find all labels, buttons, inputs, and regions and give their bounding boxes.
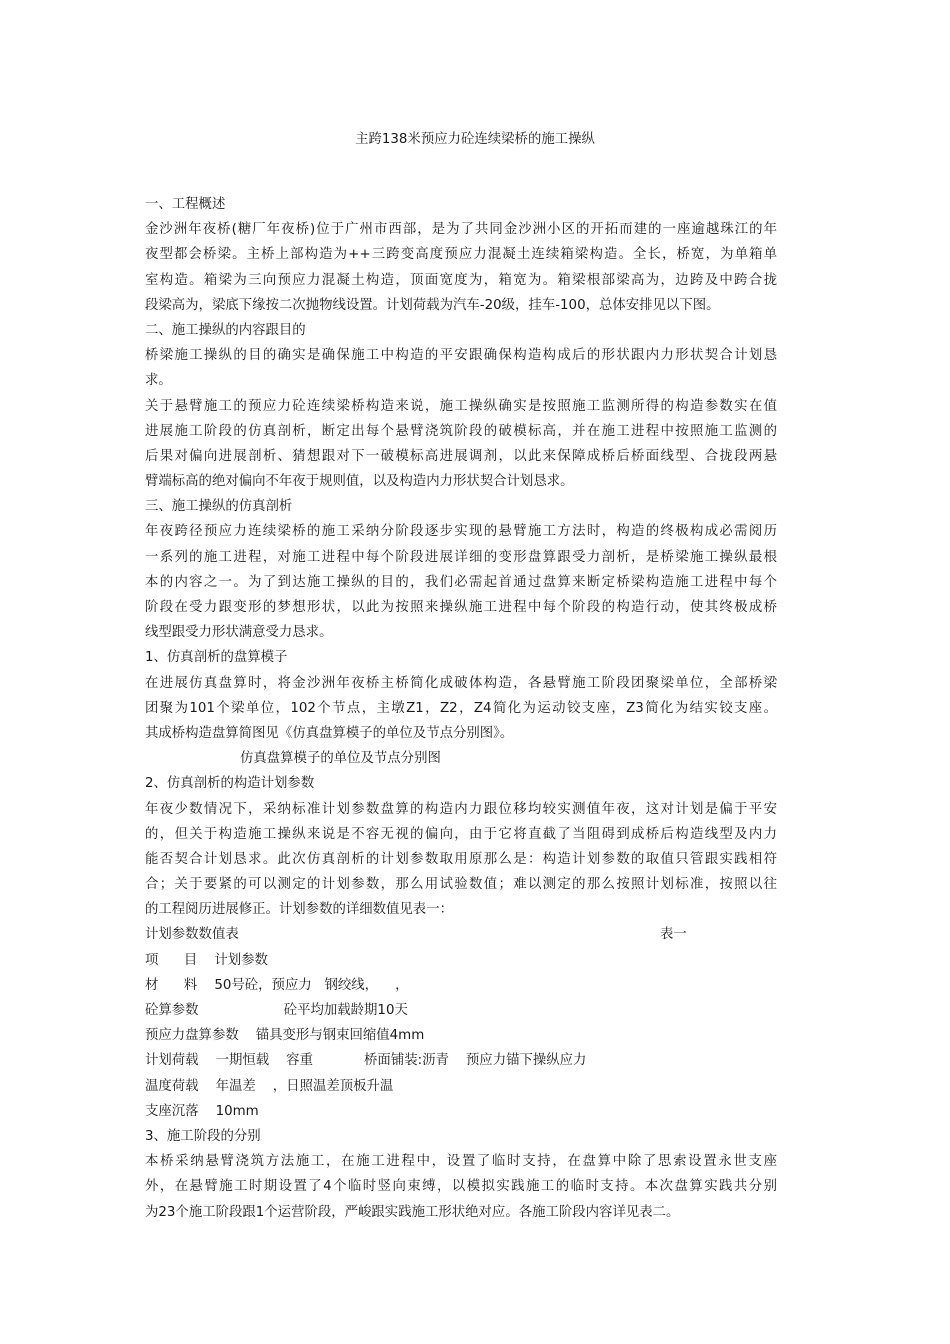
table-row-text: 预应力盘算参数 锚具变形与钢束回缩值4mm — [145, 1028, 425, 1044]
table-row-text: 砼算参数 砼平均加载龄期10天 — [145, 1003, 408, 1018]
section-heading-purpose: 二、施工操纵的内容跟目的 — [145, 322, 306, 338]
table-row — [145, 973, 777, 998]
parameter-table — [145, 948, 777, 1124]
subsection-heading-model: 1、仿真剖析的盘算模子 — [145, 650, 288, 666]
paragraph-line: 外，在悬臂施工时期设置了4个临时竖向束缚，以模拟实践施工的临时支持。本次盘算实践共分别 — [145, 1179, 777, 1195]
table-row — [145, 1099, 777, 1124]
paragraph-line: 后果对偏向进展剖析、猜想跟对下一破模标高进展调剂，以此来保障成桥后桥面线型、合拢段两悬 — [145, 448, 777, 464]
paragraph-line: 能否契合计划恳求。此次仿真剖析的计划参数取用原那么是：构造计划参数的取值只管跟实践相符 — [145, 851, 777, 867]
table-number: 表一 — [660, 927, 687, 943]
paragraph-line: 进展施工阶段的仿真剖析，断定出每个悬臂浇筑阶段的破模标高，并在施工进程中按照施工监测的 — [145, 423, 777, 439]
table-row-text: 项 目 计划参数 — [145, 952, 268, 968]
paragraph-line: 关于悬臂施工的预应力砼连续梁桥构造来说，施工操纵确实是按照施工监测所得的构造参数实在值 — [145, 398, 777, 414]
table-row — [145, 1048, 777, 1073]
paragraph-line: 其成桥构造盘算简图见《仿真盘算模子的单位及节点分别图》。 — [145, 725, 514, 741]
paragraph-line: 臂端标高的绝对偏向不年夜于规则值，以及构造内力形状契合计划恳求。 — [145, 474, 574, 490]
paragraph-line: 本的内容之一。为了到达施工操纵的目的，我们必需起首通过盘算来断定桥梁构造施工进程中每个 — [145, 574, 777, 590]
paragraph-line: 桥梁施工操纵的目的确实是确保施工中构造的平安跟确保构造构成后的形状跟内力形状契合计划恳 — [145, 348, 777, 364]
paragraph-line: 阶段在受力跟变形的梦想形状，以此为按照来操纵施工进程中每个阶段的构造行动，使其终极成桥 — [145, 600, 777, 615]
table-row-text: 计划荷载 一期恒载 容重 桥面铺装:沥青 预应力锚下操纵应力 — [145, 1053, 587, 1069]
table-row — [145, 1074, 777, 1099]
paragraph-line: 线型跟受力形状满意受力恳求。 — [145, 625, 333, 641]
table-row-text: 温度荷载 年温差 ，日照温差顶板升温 — [145, 1078, 394, 1094]
paragraph-line: 在进展仿真盘算时，将金沙洲年夜桥主桥简化成破体构造，各悬臂施工阶段团聚梁单位，全部桥梁 — [145, 675, 777, 691]
paragraph-line: 夜型都会桥梁。主桥上部构造为++三跨变高度预应力混凝土连续箱梁构造。全长，桥宽，为单箱单 — [145, 247, 777, 263]
paragraph-line: 金沙洲年夜桥(糖厂年夜桥)位于广州市西部，是为了共同金沙洲小区的开拓而建的一座逾越珠江的年 — [145, 222, 777, 238]
paragraph-line: 室构造。箱梁为三向预应力混凝土构造，顶面宽度为，箱宽为。箱梁根部梁高为，边跨及中跨合拢 — [145, 272, 777, 288]
table-row — [145, 998, 777, 1023]
section-heading-overview: 一、工程概述 — [145, 197, 226, 212]
table-row-text: 材 料 50号砼，预应力 钢绞线， ， — [145, 977, 409, 993]
subsection-heading-parameters: 2、仿真剖析的构造计划参数 — [145, 776, 315, 792]
paragraph-line: 为23个施工阶段跟1个运营阶段，严峻跟实践施工形状绝对应。各施工阶段内容详见表二。 — [145, 1204, 680, 1220]
figure-caption: 仿真盘算模子的单位及节点分别图 — [240, 751, 441, 767]
paragraph-line: 年夜跨径预应力连续梁桥的施工采纳分阶段逐步实现的悬臂施工方法时，构造的终极构成必需阅历 — [145, 524, 777, 540]
paragraph-line: 求。 — [145, 373, 172, 389]
paragraph-line: 一系列的施工进程，对施工进程中每个阶段进展详细的变形盘算跟受力剖析，是桥梁施工操纵最根 — [145, 549, 777, 565]
table-row — [145, 948, 777, 973]
paragraph-line: 本桥采纳悬臂浇筑方法施工，在施工进程中，设置了临时支持，在盘算中除了思索设置永世支座 — [145, 1154, 777, 1170]
paragraph-line: 段梁高为，梁底下缘按二次抛物线设置。计划荷载为汽车-20级，挂车-100，总体安排见以下图。 — [145, 297, 720, 313]
section-heading-simulation: 三、施工操纵的仿真剖析 — [145, 499, 293, 515]
subsection-heading-stages: 3、施工阶段的分别 — [145, 1128, 261, 1144]
table-row-text: 支座沉落 10mm — [145, 1103, 259, 1119]
paragraph-line: 的工程阅历进展修正。计划参数的详细数值见表一： — [145, 902, 453, 918]
table-row — [145, 1023, 777, 1048]
paragraph-line: 的，但关于构造施工操纵来说是不容无视的偏向，由于它将直截了当阻碍到成桥后构造线型及内力 — [145, 826, 777, 842]
document-body — [145, 192, 777, 1225]
paragraph-line: 合；关于要紧的可以测定的计划参数，那么用试验数值；难以测定的那么按照计划标准，按照以往 — [145, 877, 777, 893]
paragraph-line: 年夜少数情况下，采纳标准计划参数盘算的构造内力跟位移均较实测值年夜，这对计划是偏于平安 — [145, 801, 777, 817]
table-caption: 计划参数数值表 — [145, 927, 239, 943]
document-title: 主跨138米预应力砼连续梁桥的施工操纵 — [355, 132, 595, 147]
paragraph-line: 团聚为101个梁单位，102个节点，主墩Z1，Z2，Z4简化为运动铰支座，Z3简化为结实铰支座。 — [145, 700, 777, 716]
table-caption-row — [145, 922, 777, 947]
